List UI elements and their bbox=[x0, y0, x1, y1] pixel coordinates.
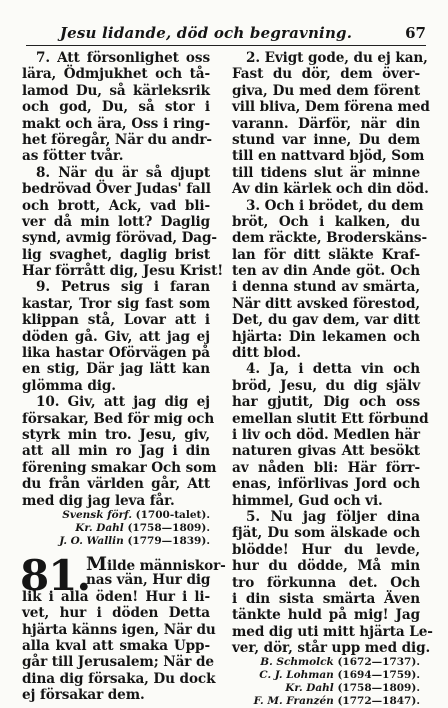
verse-line: bröd, Jesu, du dig själv bbox=[232, 377, 420, 394]
author-credit bbox=[22, 509, 210, 522]
verse-line: du från världen går, Att bbox=[22, 476, 210, 493]
verse-line: kastar, Tror sig fast som bbox=[22, 295, 210, 312]
verse-line: giva, Du med dem förent bbox=[232, 82, 420, 99]
verse-line: glömma dig. bbox=[22, 377, 116, 394]
verse-line: i din sista smärta Även bbox=[232, 590, 420, 607]
verse-line-text: ilde människor- bbox=[106, 557, 226, 574]
author-name: B. Schmolck bbox=[260, 656, 334, 669]
author-credit bbox=[232, 656, 420, 669]
verse-line: styrk min tro. Jesu, giv, bbox=[22, 426, 210, 443]
verse-line: alla kval att smaka Upp- bbox=[22, 637, 210, 654]
verse-line: lika hastar Oförvägen på bbox=[22, 345, 210, 362]
author-dates: (1772—1847). bbox=[333, 695, 420, 708]
verse-line: hjärta känns igen, När du bbox=[22, 621, 216, 638]
verse-line: döden gå. Giv, att jag ej bbox=[22, 328, 210, 345]
author-credit bbox=[232, 695, 420, 708]
verse-line: 9. Petrus sig i faran bbox=[36, 279, 210, 296]
verse-line: ver då min lott? Daglig bbox=[22, 213, 210, 230]
author-dates: (1758—1809). bbox=[123, 521, 210, 534]
verse-line: ver, dör, står upp med dig. bbox=[232, 640, 431, 657]
verse-line: bröt, Och i kalken, du bbox=[232, 213, 420, 230]
verse-line: fjät, Du som älskade och bbox=[232, 525, 420, 542]
verse-line: Det, du gav dem, var ditt bbox=[232, 312, 420, 329]
verse-line: med dig uti mitt hjärta Le- bbox=[232, 623, 433, 640]
right-column bbox=[232, 50, 433, 708]
verse-line: en stig, Där jag lätt kan bbox=[22, 361, 210, 378]
author-name: Svensk förf. bbox=[62, 508, 132, 521]
verse-line: vill bliva, Dem förena med bbox=[232, 99, 430, 116]
stanza bbox=[22, 50, 210, 165]
verse-line: lamod Du, så kärleksrik bbox=[22, 82, 210, 99]
verse-line: När ditt avsked förestod, bbox=[232, 295, 420, 312]
stanza bbox=[22, 279, 210, 394]
verse-line: och brott, Ack, vad bli- bbox=[22, 197, 210, 214]
verse-line: till tidens slut är minne bbox=[232, 164, 420, 181]
verse-line: enas, införlivas Jord och bbox=[232, 476, 420, 493]
author-name: C. J. Lohman bbox=[259, 669, 334, 682]
verse-line: lära, Ödmjukhet och tå- bbox=[22, 66, 210, 83]
verse-line: lig svaghet, daglig brist bbox=[22, 246, 210, 263]
verse-line: bedrövad Över Judas' fall bbox=[22, 181, 211, 198]
hymn-81 bbox=[20, 550, 226, 704]
verse-line: lik i alla öden! Hur i li- bbox=[22, 588, 210, 605]
verse-line: tro förkunna det. Och bbox=[232, 574, 420, 591]
verse-line: i liv och död. Medlen här bbox=[232, 426, 420, 443]
verse-line: makt och ära, Oss i ring- bbox=[22, 115, 210, 132]
stanza bbox=[232, 508, 433, 657]
verse-line: emellan slutit Ett förbund bbox=[232, 410, 429, 427]
verse-line: och god, Du, så stor i bbox=[22, 99, 210, 116]
verse-line: har gjutit, Dig och oss bbox=[232, 394, 420, 411]
verse-line: hur du dödde, Må min bbox=[232, 558, 420, 575]
verse-line: till en nattvard bjöd, Som bbox=[232, 148, 425, 165]
author-credit bbox=[22, 535, 210, 548]
drop-cap: M bbox=[86, 552, 107, 575]
author-name: F. M. Franzén bbox=[253, 695, 334, 708]
verse-line: i denna stund av smärta, bbox=[232, 279, 420, 296]
verse-line: 8. När du är så djupt bbox=[36, 164, 210, 181]
stanza bbox=[232, 50, 430, 198]
stanza bbox=[232, 197, 428, 362]
author-dates: (1694—1759). bbox=[333, 669, 420, 682]
verse-line: ej försakar dem. bbox=[22, 687, 145, 704]
author-name: Kr. Dahl bbox=[75, 521, 124, 534]
author-name: J. O. Wallin bbox=[59, 534, 124, 547]
verse-line: klippan stå, Lovar att i bbox=[22, 312, 210, 329]
verse-line: 4. Ja, i detta vin och bbox=[246, 361, 420, 378]
author-credit bbox=[232, 669, 420, 682]
stanza bbox=[232, 361, 429, 509]
verse-line: 2. Evigt gode, du ej kan, bbox=[246, 50, 428, 66]
verse-line: att all min ro Jag i din bbox=[22, 443, 210, 460]
verse-line: hjärta: Din lekamen och bbox=[232, 328, 420, 345]
verse-line: Fast du dör, dem över- bbox=[232, 66, 420, 83]
verse-line: dem räckte, Broderskäns- bbox=[232, 230, 428, 247]
verse-line: vet, hur i döden Detta bbox=[22, 605, 210, 622]
verse-line: dina dig försaka, Du dock bbox=[22, 670, 216, 687]
verse-line: het föregår, När du andr- bbox=[22, 131, 212, 148]
author-credit bbox=[22, 522, 210, 535]
verse-line: med dig jag leva får. bbox=[22, 492, 175, 509]
author-dates: (1700-talet). bbox=[131, 508, 210, 521]
author-dates: (1758—1809). bbox=[333, 682, 420, 695]
running-header bbox=[26, 24, 426, 46]
verse-line: 7. Att försonlighet oss bbox=[36, 50, 210, 66]
verse-line: himmel, Gud och vi. bbox=[232, 492, 383, 509]
header-rule bbox=[26, 45, 426, 46]
verse-line: as fötter tvår. bbox=[22, 148, 124, 165]
verse-line: lan för ditt släkte Kraf- bbox=[232, 246, 420, 263]
verse-line: Har förrått dig, Jesu Krist! bbox=[22, 263, 224, 280]
verse-line: ditt blod. bbox=[232, 345, 301, 362]
verse-line: Av din kärlek och din död. bbox=[232, 181, 429, 198]
verse-line: blödde! Hur du levde, bbox=[232, 541, 420, 558]
verse-line: nas vän, Hur dig bbox=[86, 572, 211, 589]
verse-line: av nåden bli: Här förr- bbox=[232, 459, 420, 476]
page-number: 67 bbox=[405, 24, 426, 42]
stanza bbox=[22, 394, 217, 509]
left-column bbox=[20, 50, 226, 704]
verse-line: varann. Därför, när din bbox=[232, 115, 420, 132]
verse-line: går till Jerusalem; När de bbox=[22, 654, 214, 671]
hymn-number: 81. bbox=[20, 550, 91, 600]
verse-line: synd, avmig förövad, Dag- bbox=[22, 230, 217, 247]
verse-line: 10. Giv, att jag dig ej bbox=[36, 394, 210, 411]
verse-line: naturen givas Att besökt bbox=[232, 443, 420, 460]
verse-line: ten av din Ande göt. Och bbox=[232, 263, 420, 280]
verse-line: försakar, Bed för mig och bbox=[22, 410, 215, 427]
author-credit bbox=[232, 682, 420, 695]
author-dates: (1779—1839). bbox=[123, 534, 210, 547]
running-title: Jesu lidande, död och begravning. bbox=[59, 24, 353, 42]
verse-line: stund var inne, Du dem bbox=[232, 131, 420, 148]
verse-line: förening smakar Och som bbox=[22, 459, 217, 476]
verse-line: 5. Nu jag följer dina bbox=[246, 508, 420, 525]
author-name: Kr. Dahl bbox=[285, 682, 334, 695]
author-dates: (1672—1737). bbox=[333, 656, 420, 669]
stanza bbox=[22, 164, 224, 280]
verse-line: tänkte huld på mig! Jag bbox=[232, 607, 420, 624]
verse-line: 3. Och i brödet, du dem bbox=[246, 197, 424, 214]
